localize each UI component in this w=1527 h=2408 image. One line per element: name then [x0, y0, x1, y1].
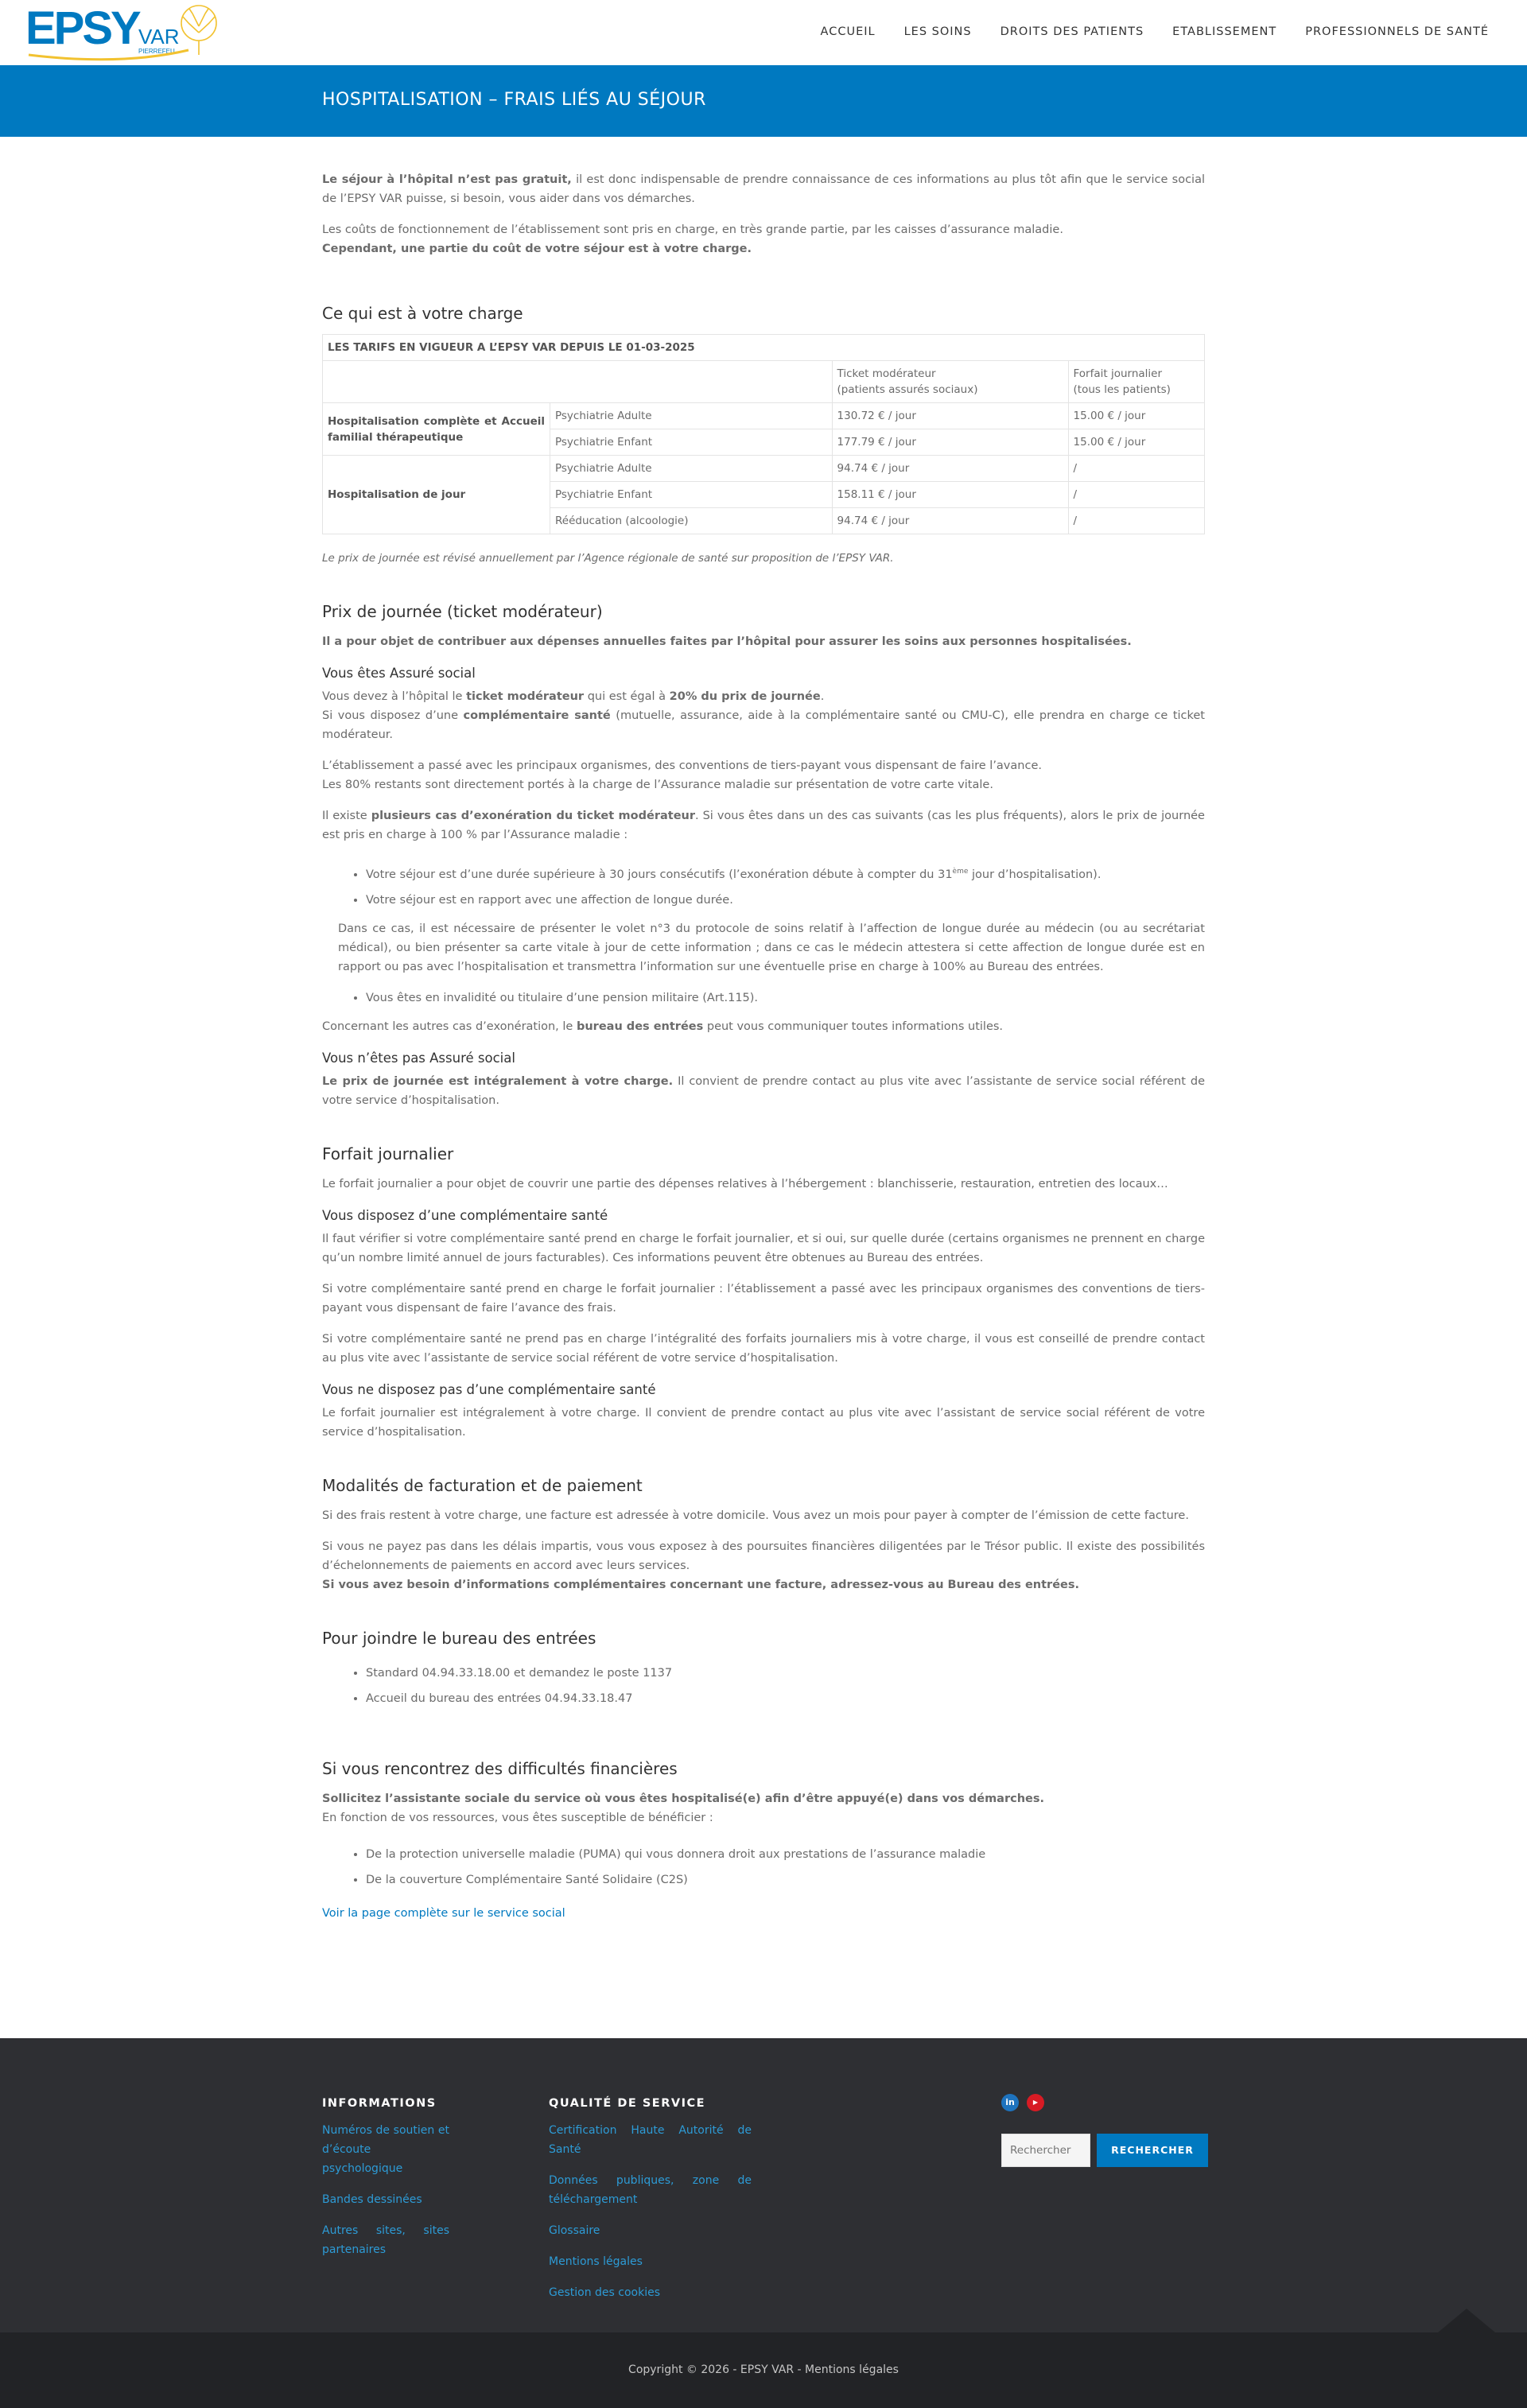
- intro-paragraph-2: Les coûts de fonctionnement de l’établissement sont pris en charge, en très grande partie, par les caisses d’assurance maladie. Cependant, une partie du coût de votre séjour est à votre charge.: [322, 223, 1063, 255]
- footer-title-informations: INFORMATIONS: [322, 2096, 437, 2110]
- complementaire-paragraph-2: Si votre complémentaire santé prend en charge le forfait journalier : l’établissement a passé avec les principaux organismes des conventions de tiers-payant vous dispensant de faire l’avance des frais.: [322, 1282, 1205, 1315]
- top-bar: [0, 0, 1527, 65]
- youtube-icon[interactable]: ▶: [1027, 2094, 1044, 2111]
- logo-text: EPSY: [25, 2, 139, 54]
- nav-accueil[interactable]: ACCUEIL: [820, 25, 876, 38]
- linkedin-icon[interactable]: in: [1001, 2094, 1019, 2111]
- footer: [0, 2038, 1527, 2332]
- exoneration-list: [366, 862, 1205, 910]
- section-title-forfait: Forfait journalier: [322, 1144, 454, 1163]
- page-title: HOSPITALISATION – FRAIS LIÉS AU SÉJOUR: [322, 90, 706, 110]
- nav-droits-des-patients[interactable]: DROITS DES PATIENTS: [1000, 25, 1144, 38]
- cell-forfait: 15.00 € / jour: [1068, 403, 1204, 429]
- footer-link-soutien[interactable]: Numéros de soutien et d’écoute psychologique: [322, 2123, 449, 2175]
- footer-col-qualite: [549, 2094, 752, 2314]
- subtitle-assure-social: Vous êtes Assuré social: [322, 666, 476, 681]
- list-item: • Votre séjour est en rapport avec une affection de longue durée.: [366, 891, 1205, 910]
- tarifs-table: [322, 334, 1205, 534]
- assure-paragraph-2: L’établissement a passé avec les principaux organismes, des conventions de tiers-payant vous dispensant de faire l’avance. Les 80% restants sont directement portés à la charge de l’Assurance maladie sur présentation de votre carte vitale.: [322, 759, 1042, 791]
- table-row: [323, 456, 1205, 482]
- non-assure-paragraph: Le prix de journée est intégralement à votre charge. Il convient de prendre contact au plus vite avec l’assistante de service social référent de votre service d’hospitalisation.: [322, 1074, 1206, 1107]
- section-title-prix: Prix de journée (ticket modérateur): [322, 602, 603, 621]
- cell-service: Psychiatrie Enfant: [550, 429, 833, 456]
- footer-link-certification[interactable]: Certification Haute Autorité de Santé: [549, 2123, 752, 2156]
- no-complementaire-paragraph: Le forfait journalier est intégralement à votre charge. Il convient de prendre contact au plus vite avec l’assistant de service social référent de votre service d’hospitalisation.: [322, 1406, 1205, 1439]
- back-to-top-button[interactable]: [1438, 2309, 1495, 2332]
- cell-service: Psychiatrie Adulte: [550, 456, 833, 482]
- col-header-ticket: Ticket modérateur (patients assurés sociaux): [832, 361, 1068, 403]
- tarifs-note: Le prix de journée est révisé annuellement par l’Agence régionale de santé sur proposition de l’EPSY VAR.: [322, 552, 894, 565]
- cell-forfait: /: [1068, 456, 1204, 482]
- cell-ticket: 158.11 € / jour: [832, 482, 1068, 508]
- row-group-hospitalisation-jour: Hospitalisation de jour: [323, 456, 550, 534]
- footer-link-autres-sites[interactable]: Autres sites, sites partenaires: [322, 2224, 449, 2256]
- assure-paragraph-3: Il existe plusieurs cas d’exonération du ticket modérateur. Si vous êtes dans un des cas suivants (cas les plus fréquents), alors le prix de journée est pris en charge à 100 % par l’Assurance maladie :: [322, 810, 1205, 841]
- footer-link-glossaire[interactable]: Glossaire: [549, 2224, 600, 2237]
- main-nav: [821, 22, 1489, 41]
- assure-paragraph-4: Concernant les autres cas d’exonération, le bureau des entrées peut vous communiquer toutes informations utiles.: [322, 1020, 1004, 1033]
- copyright-text: Copyright © 2026 - EPSY VAR - Mentions légales: [628, 2363, 899, 2376]
- page-title-banner: [0, 65, 1527, 137]
- exoneration-list-2: [366, 988, 1205, 1008]
- subtitle-no-complementaire: Vous ne disposez pas d’une complémentaire santé: [322, 1381, 656, 1397]
- prix-lead: Il a pour objet de contribuer aux dépenses annuelles faites par l’hôpital pour assurer les soins aux personnes hospitalisées.: [322, 635, 1132, 648]
- main-content: [322, 137, 1205, 2038]
- subtitle-non-assure: Vous n’êtes pas Assuré social: [322, 1050, 515, 1066]
- footer-search: [1001, 2134, 1208, 2167]
- nav-les-soins[interactable]: LES SOINS: [903, 25, 972, 38]
- ald-paragraph: Dans ce cas, il est nécessaire de présenter le volet n°3 du protocole de soins relatif à l’affection de longue durée au médecin (ou au secrétariat médical), ou bien présenter sa carte vitale à jour de cette information ; dans ce cas le médecin attestera si cette affection de longue durée est en rapport ou pas avec l’hospitalisation et transmettra l’information sur une éventuelle prise en charge à 100% au Bureau des entrées.: [338, 922, 1205, 973]
- complementaire-paragraph-1: Il faut vérifier si votre complémentaire santé prend en charge le forfait journalier, et si oui, sur quelle durée (certains organismes ne prennent en charge qu’un nombre limité annuel de jours facturables). Ces informations peuvent être obtenues au Bureau des entrées.: [322, 1232, 1205, 1264]
- table-row: [323, 403, 1205, 429]
- list-item: • Standard 04.94.33.18.00 et demandez le poste 1137: [366, 1664, 1205, 1683]
- list-item: • De la couverture Complémentaire Santé Solidaire (C2S): [366, 1870, 1205, 1890]
- social-links: [1001, 2094, 1044, 2111]
- nav-etablissement[interactable]: ETABLISSEMENT: [1172, 25, 1277, 38]
- search-button[interactable]: RECHERCHER: [1097, 2134, 1208, 2167]
- cell-service: Rééducation (alcoologie): [550, 508, 833, 534]
- cell-ticket: 177.79 € / jour: [832, 429, 1068, 456]
- epsy-var-logo[interactable]: [25, 2, 224, 61]
- contact-list: [366, 1664, 1205, 1708]
- cell-forfait: /: [1068, 508, 1204, 534]
- list-item: • Vous êtes en invalidité ou titulaire d’une pension militaire (Art.115).: [366, 988, 1205, 1008]
- table-caption: LES TARIFS EN VIGUEUR A L’EPSY VAR DEPUIS LE 01-03-2025: [323, 335, 1205, 361]
- facturation-paragraph-2: Si vous ne payez pas dans les délais impartis, vous vous exposez à des poursuites financières diligentées par le Trésor public. Il existe des possibilités d’échelonnements de paiements en accord avec leurs services. Si vous avez besoin d’informations complémentaires concernant une facture, adressez-vous au Bureau des entrées.: [322, 1540, 1205, 1591]
- cell-ticket: 130.72 € / jour: [832, 403, 1068, 429]
- copyright-bar: [0, 2332, 1527, 2408]
- footer-link-bandes-dessinees[interactable]: Bandes dessinées: [322, 2192, 422, 2206]
- footer-col-informations: [322, 2094, 449, 2271]
- section-title-difficultes: Si vous rencontrez des difficultés financières: [322, 1758, 678, 1778]
- cell-ticket: 94.74 € / jour: [832, 456, 1068, 482]
- col-header-forfait: Forfait journalier (tous les patients): [1068, 361, 1204, 403]
- list-item: • De la protection universelle maladie (PUMA) qui vous donnera droit aux prestations de l’assurance maladie: [366, 1845, 1205, 1864]
- aides-list: [366, 1845, 1205, 1890]
- section-title-charge: Ce qui est à votre charge: [322, 304, 523, 323]
- cell-forfait: /: [1068, 482, 1204, 508]
- cell-service: Psychiatrie Adulte: [550, 403, 833, 429]
- section-title-facturation: Modalités de facturation et de paiement: [322, 1475, 643, 1495]
- forfait-lead: Le forfait journalier a pour objet de couvrir une partie des dépenses relatives à l’hébergement : blanchisserie, restauration, entretien des locaux…: [322, 1177, 1168, 1190]
- service-social-link[interactable]: Voir la page complète sur le service social: [322, 1906, 565, 1920]
- assure-paragraph-1: Vous devez à l’hôpital le ticket modérateur qui est égal à 20% du prix de journée. Si vous disposez d’une complémentaire santé (mutuelle, assurance, aide à la complémentaire santé ou CMU-C), elle prendra en charge ce ticket modérateur.: [322, 690, 1205, 741]
- cell-forfait: 15.00 € / jour: [1068, 429, 1204, 456]
- cell-service: Psychiatrie Enfant: [550, 482, 833, 508]
- difficultes-paragraph: Sollicitez l’assistante sociale du service où vous êtes hospitalisé(e) afin d’être appuyé(e) dans vos démarches. En fonction de vos ressources, vous êtes susceptible de bénéficier :: [322, 1792, 1045, 1824]
- section-title-joindre: Pour joindre le bureau des entrées: [322, 1628, 596, 1648]
- nav-professionnels-de-sante[interactable]: PROFESSIONNELS DE SANTÉ: [1305, 25, 1489, 38]
- search-input[interactable]: [1001, 2134, 1090, 2167]
- subtitle-complementaire: Vous disposez d’une complémentaire santé: [322, 1207, 608, 1223]
- list-item: • Accueil du bureau des entrées 04.94.33.18.47: [366, 1689, 1205, 1708]
- intro-paragraph-1: Le séjour à l’hôpital n’est pas gratuit, il est donc indispensable de prendre connaissance de ces informations au plus tôt afin que le service social de l’EPSY VAR puisse, si besoin, vous aider dans vos démarches.: [322, 173, 1205, 205]
- footer-link-cookies[interactable]: Gestion des cookies: [549, 2286, 660, 2299]
- footer-link-mentions-legales[interactable]: Mentions légales: [549, 2255, 643, 2268]
- footer-link-donnees-publiques[interactable]: Données publiques, zone de téléchargement: [549, 2173, 752, 2206]
- footer-title-qualite: QUALITÉ DE SERVICE: [549, 2096, 706, 2110]
- logo-sub: PIERREFEU: [138, 48, 175, 55]
- cell-ticket: 94.74 € / jour: [832, 508, 1068, 534]
- complementaire-paragraph-3: Si votre complémentaire santé ne prend pas en charge l’intégralité des forfaits journaliers mis à votre charge, il vous est conseillé de prendre contact au plus vite avec l’assistante de service social référent de votre service d’hospitalisation.: [322, 1332, 1205, 1365]
- facturation-paragraph-1: Si des frais restent à votre charge, une facture est adressée à votre domicile. Vous avez un mois pour payer à compter de l’émission de cette facture.: [322, 1509, 1189, 1522]
- row-group-hospitalisation-complete: Hospitalisation complète et Accueil familial thérapeutique: [323, 403, 550, 456]
- logo-var: VAR: [138, 25, 180, 49]
- list-item: • Votre séjour est d’une durée supérieure à 30 jours consécutifs (l’exonération débute à compter du 31ème jour d’hospitalisation).: [366, 862, 1205, 884]
